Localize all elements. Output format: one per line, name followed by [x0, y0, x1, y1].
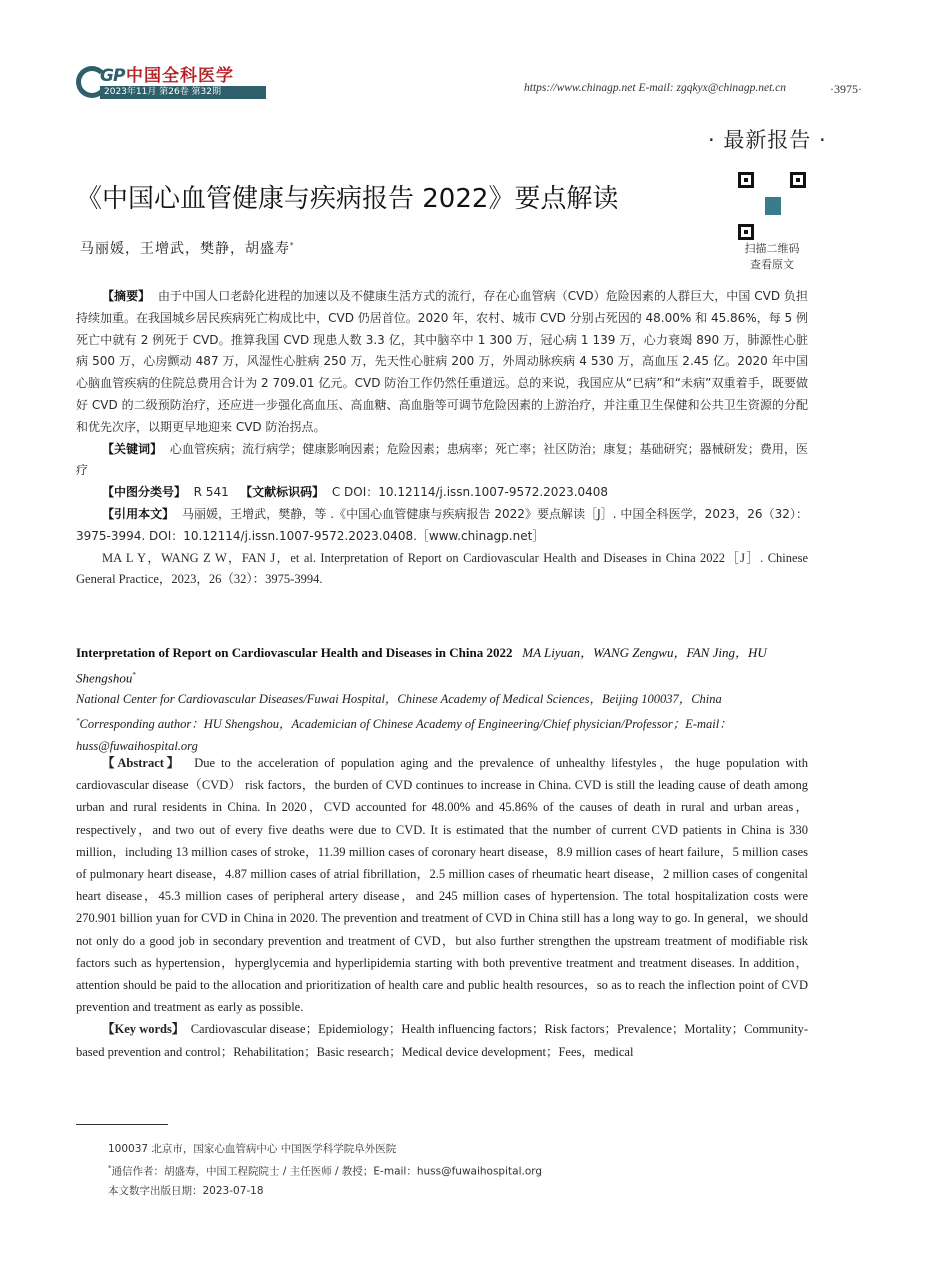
cn-cite-text: 马丽媛，王增武，樊静，等 .《中国心血管健康与疾病报告 2022》要点解读［J］. 中国全科医学，2023，26（32）：3975-3994. DOI：10.12114/j.issn.1007-9572.2023.0408.［www.chinagp.net］ — [76, 506, 808, 543]
author-mark: * — [290, 241, 295, 250]
qr-caption-line2: 查看原文 — [750, 258, 794, 271]
footnote-publish-date: 本文数字出版日期：2023-07-18 — [108, 1184, 264, 1197]
cn-abstract-label: 【摘要】 — [102, 289, 151, 303]
en-authors: MA Liyuan，WANG Zengwu，FAN Jing，HU Shengshou — [76, 645, 767, 686]
qr-finder-bottom-left — [738, 224, 754, 240]
cn-clc-text: R 541 — [193, 485, 229, 500]
en-keywords-label: 【Key words】 — [102, 1022, 185, 1037]
en-corresponding — [76, 710, 808, 757]
footnote-corresponding — [108, 1159, 542, 1182]
cn-clc-label: 【中图分类号】 — [102, 485, 187, 500]
section-label: · 最新报告 · — [708, 128, 827, 152]
qr-center-logo — [764, 196, 782, 216]
cn-classification — [76, 482, 808, 504]
cn-abstract-text: 由于中国人口老龄化进程的加速以及不健康生活方式的流行，存在心血管病（CVD）危险因素的人群巨大，中国 CVD 负担持续加重。在我国城乡居民疾病死亡构成比中，CVD 仍居首位。2020 年，农村、城市 CVD 分别占死因的 48.00% 和 45.86%，每 5 例死亡中就有 2 例死于 CVD。推算我国 CVD 现患人数 3.3 亿，其中脑卒中 1 300 万，冠心病 1 139 万，心力衰竭 890 万，肺源性心脏病 500 万，心房颤动 487 万，风湿性心脏病 250 万，先天性心脏病 200 万，外周动脉疾病 4 530 万，高血压 2.45 亿。2020 年中国心脑血管疾病的住院总费用合计为 2 709.01 亿元。CVD 防治工作仍然任重道远。总的来说，我国应从“已病”和“未病”双重着手，既要做好 CVD 的二级预防治疗，还应进一步强化高血压、高血糖、高血脂等可调节危险因素的上游治疗，并注重卫生保健和公共卫生资源的分配和优先次序，以期更早地迎来 CVD 防治拐点。 — [76, 289, 808, 434]
en-title-block — [76, 642, 808, 689]
en-corresponding-text: Corresponding author：HU Shengshou，Academician of Chinese Academy of Engineering/Chief physician/Professor；E-mail：huss@fuwaihospital.org — [76, 717, 732, 754]
cn-cite-en: MA L Y，WANG Z W，FAN J，et al. Interpretation of Report on Cardiovascular Health and Diseases in China 2022［J］. Chinese General Practice，2023，26（32）：3975-3994. — [76, 550, 808, 587]
page-number: ·3975· — [830, 82, 862, 96]
en-abstract — [76, 752, 808, 1018]
cn-cite-label: 【引用本文】 — [102, 506, 175, 521]
logo-gp: GP — [100, 66, 125, 86]
qr-finder-top-left — [738, 172, 754, 188]
footnotes — [108, 1140, 542, 1201]
qr-caption — [736, 241, 808, 273]
en-title: Interpretation of Report on Cardiovascular Health and Diseases in China 2022 — [76, 645, 513, 660]
authors — [80, 238, 295, 258]
footnote-rule — [76, 1124, 168, 1125]
en-abstract-label: 【Abstract】 — [102, 756, 183, 770]
journal-logo — [76, 66, 266, 100]
footnote-corresponding-text: 通信作者：胡盛寿，中国工程院院士 / 主任医师 / 教授；E-mail：huss@fuwaihospital.org — [111, 1165, 543, 1178]
qr-code[interactable] — [738, 172, 806, 240]
authors-names: 马丽媛，王增武，樊静，胡盛寿 — [80, 241, 290, 257]
en-author-mark: * — [132, 671, 136, 679]
header-url: https://www.chinagp.net E-mail: zgqkyx@chinagp.net.cn — [524, 82, 787, 94]
cn-keywords-label: 【关键词】 — [102, 441, 163, 456]
en-keywords — [76, 1018, 808, 1062]
en-affiliation: National Center for Cardiovascular Diseases/Fuwai Hospital，Chinese Academy of Medical Sciences，Beijing 100037，China — [76, 692, 722, 706]
en-abstract-text: Due to the acceleration of population aging and the prevalence of unhealthy lifestyles，the huge population with cardiovascular disease（CVD） risk factors，the burden of CVD continues to increase in China. CVD is still the leading cause of death among urban and rural residents in China. In 2020，CVD accounted for 48.00% and 45.86% of the causes of death in rural and urban areas，respectively，and two out of every five deaths were due to CVD. It is estimated that the number of current CVD patients in China is 330 million，including 13 million cases of stroke，11.39 million cases of coronary heart disease，8.9 million cases of heart failure，5 million cases of pulmonary heart disease，4.87 million cases of atrial fibrillation，2.5 million cases of rheumatic heart disease，2 million cases of congenital heart disease，45.3 million cases of peripheral artery disease，and 245 million cases of hypertension. The total hospitalization costs were 270.901 billion yuan for CVD in China in 2020. The prevention and treatment of CVD in China still has a long way to go. In general，we should not only do a good job in secondary prevention and treatment of CVD，but also further strengthen the upstream treatment of modifiable risk factors such as hypertension，hyperglycemia and hyperlipidemia starting with both preventive treatment and treatment diseases. In addition，attention should be paid to the allocation and prioritization of health care and public health resources，so as to reach the inflection point of CVD prevention and treatment as early as possible. — [76, 756, 808, 1015]
en-affiliation-block — [76, 688, 808, 757]
cn-abstract — [76, 286, 808, 439]
en-abstract-block — [76, 752, 808, 1063]
logo-issue: 2023年11月 第26卷 第32期 — [100, 86, 266, 99]
cn-doc-text: C DOI：10.12114/j.issn.1007-9572.2023.0408 — [331, 485, 609, 500]
en-keywords-text: Cardiovascular disease；Epidemiology；Health influencing factors；Risk factors；Prevalence；Mortality；Community-based prevention and control；Rehabilitation；Basic research；Medical device development；Fees，medical — [76, 1022, 808, 1059]
en-corr-mark: * — [76, 717, 80, 725]
article-title: 《中国心血管健康与疾病报告 2022》要点解读 — [76, 184, 619, 214]
qr-finder-top-right — [790, 172, 806, 188]
cn-keywords-text: 心血管疾病；流行病学；健康影响因素；危险因素；患病率；死亡率；社区防治；康复；基础研究；器械研发；费用，医疗 — [76, 441, 808, 478]
cn-abstract-block — [76, 286, 808, 591]
logo-journal-name: 中国全科医学 — [126, 66, 234, 86]
footnote-address: 100037 北京市，国家心血管病中心 中国医学科学院阜外医院 — [108, 1143, 397, 1155]
cn-citation — [76, 504, 808, 548]
cn-doc-label: 【文献标识码】 — [240, 485, 325, 500]
footnote-mark: * — [108, 1164, 112, 1172]
cn-keywords — [76, 439, 808, 483]
qr-caption-line1: 扫描二维码 — [744, 242, 800, 255]
